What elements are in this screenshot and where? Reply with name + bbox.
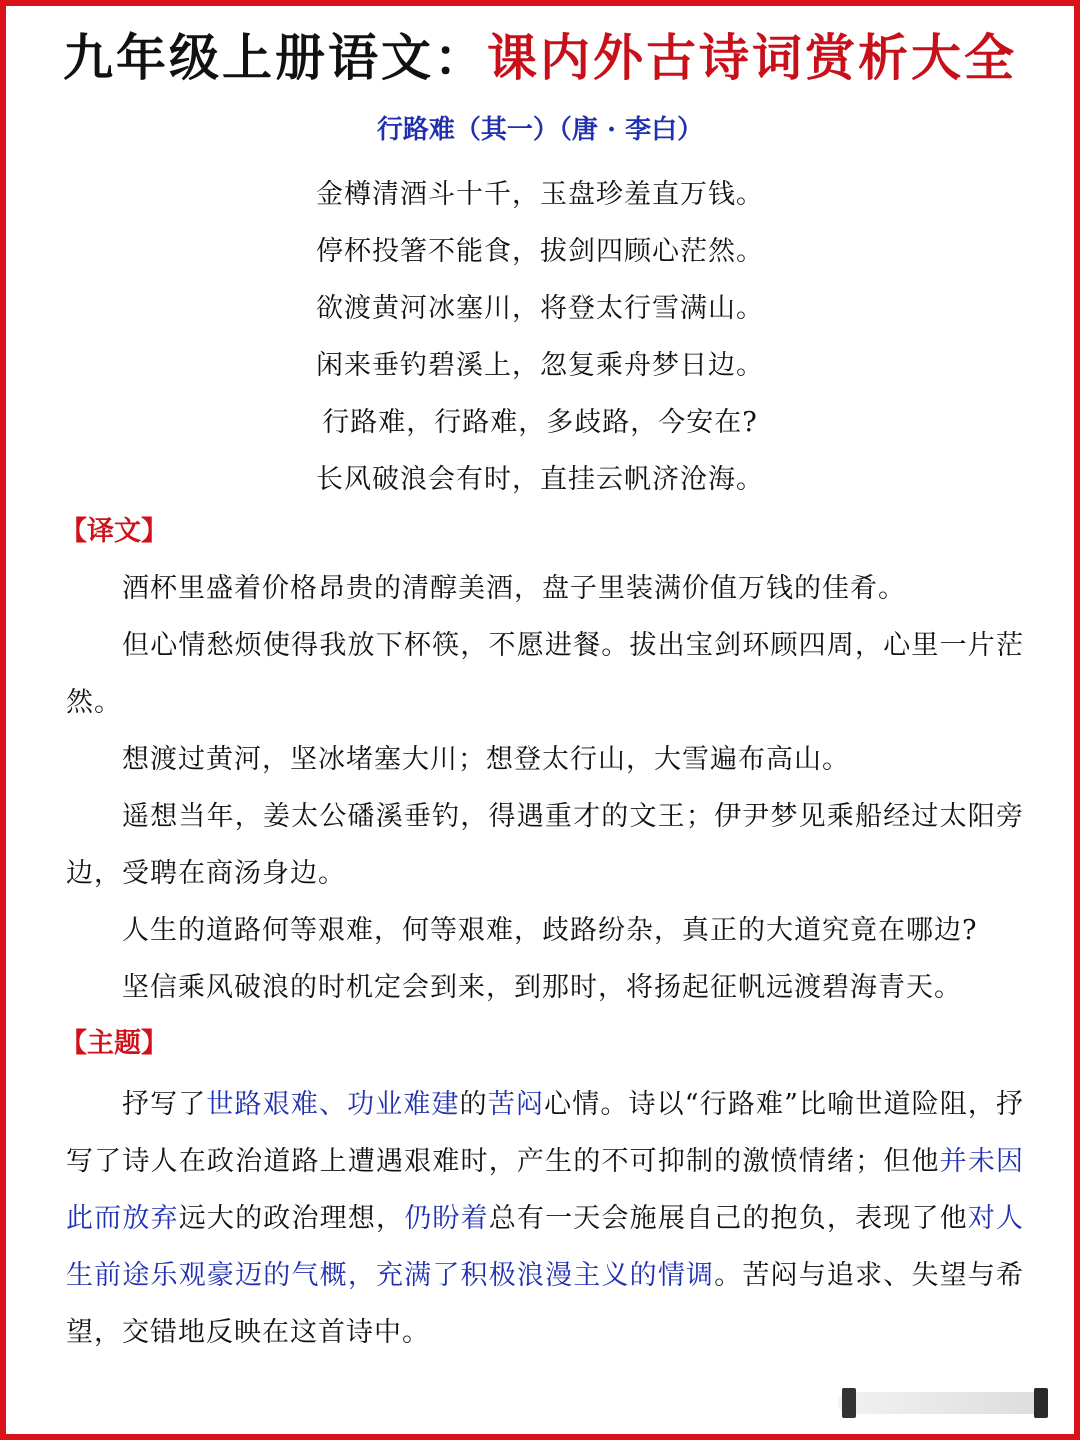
- poem-line: 长风破浪会有时，直挂云帆济沧海。: [316, 464, 764, 495]
- theme-highlight: 苦闷: [487, 1089, 545, 1120]
- translation-paragraph: 但心情愁烦使得我放下杯筷，不愿进餐。拔出宝剑环顾四周，心里一片茫然。: [66, 630, 1024, 718]
- title-highlight: 课内外古诗词赏析大全: [487, 28, 1017, 87]
- poem-line: 闲来垂钓碧溪上，忽复乘舟梦日边。: [316, 350, 764, 381]
- theme-text: 心情。诗以“行路难”比喻世道险阻，抒写了诗人在政治道路上遭遇艰难时，产生的不可抑制的激愤情绪；但他: [66, 1089, 1025, 1177]
- theme-text: 的: [459, 1089, 488, 1120]
- title-prefix: 九年级上册语文：: [63, 28, 487, 87]
- slider-handle-left[interactable]: [842, 1388, 856, 1418]
- translation-paragraph: 遥想当年，姜太公磻溪垂钓，得遇重才的文王；伊尹梦见乘船经过太阳旁边，受聘在商汤身边。: [66, 801, 1024, 889]
- translation-paragraph: 想渡过黄河，坚冰堵塞大川；想登太行山，大雪遍布高山。: [122, 744, 850, 775]
- translation-paragraph: 人生的道路何等艰难，何等艰难，歧路纷杂，真正的大道究竟在哪边?: [122, 915, 978, 946]
- theme-text: 。苦闷与追求、失望与希望，交错地反映在这首诗中。: [66, 1260, 1025, 1348]
- poem-body: [0, 166, 1080, 508]
- theme-highlight: 并未因此而放弃: [66, 1146, 1025, 1234]
- poem-title: 行路难（其一）（唐 · 李白）: [376, 115, 704, 145]
- poem-line: 停杯投箸不能食，拔剑四顾心茫然。: [316, 236, 764, 267]
- poem-line: 行路难，行路难，多歧路，今安在?: [322, 407, 758, 438]
- translation-paragraph: 坚信乘风破浪的时机定会到来，到那时，将扬起征帆远渡碧海青天。: [122, 972, 962, 1003]
- poem-line: 金樽清酒斗十千，玉盘珍羞直万钱。: [316, 179, 764, 210]
- slider-handle-right[interactable]: [1034, 1388, 1048, 1418]
- theme-heading: 【主题】: [60, 1028, 168, 1059]
- theme-text: 抒写了: [122, 1089, 207, 1120]
- slider-track: [838, 1392, 1048, 1414]
- theme-highlight: 对人生前途乐观豪迈的气概，充满了积极浪漫主义的情调: [66, 1203, 1025, 1291]
- theme-text: 总有一天会施展自己的抱负，表现了他: [488, 1203, 968, 1234]
- theme-text: 远大的政治理想，: [178, 1203, 405, 1234]
- translation-paragraph: 酒杯里盛着价格昂贵的清醇美酒，盘子里装满价值万钱的佳肴。: [122, 573, 906, 604]
- theme-highlight: 仍盼着: [404, 1203, 489, 1234]
- theme-paragraph: [66, 1076, 1024, 1361]
- poem-line: 欲渡黄河冰塞川，将登太行雪满山。: [316, 293, 764, 324]
- theme-highlight: 世路艰难、功业难建: [206, 1089, 460, 1120]
- page-title: [0, 28, 1080, 88]
- view-toggle-slider[interactable]: [838, 1386, 1058, 1420]
- translation-heading: 【译文】: [60, 516, 168, 547]
